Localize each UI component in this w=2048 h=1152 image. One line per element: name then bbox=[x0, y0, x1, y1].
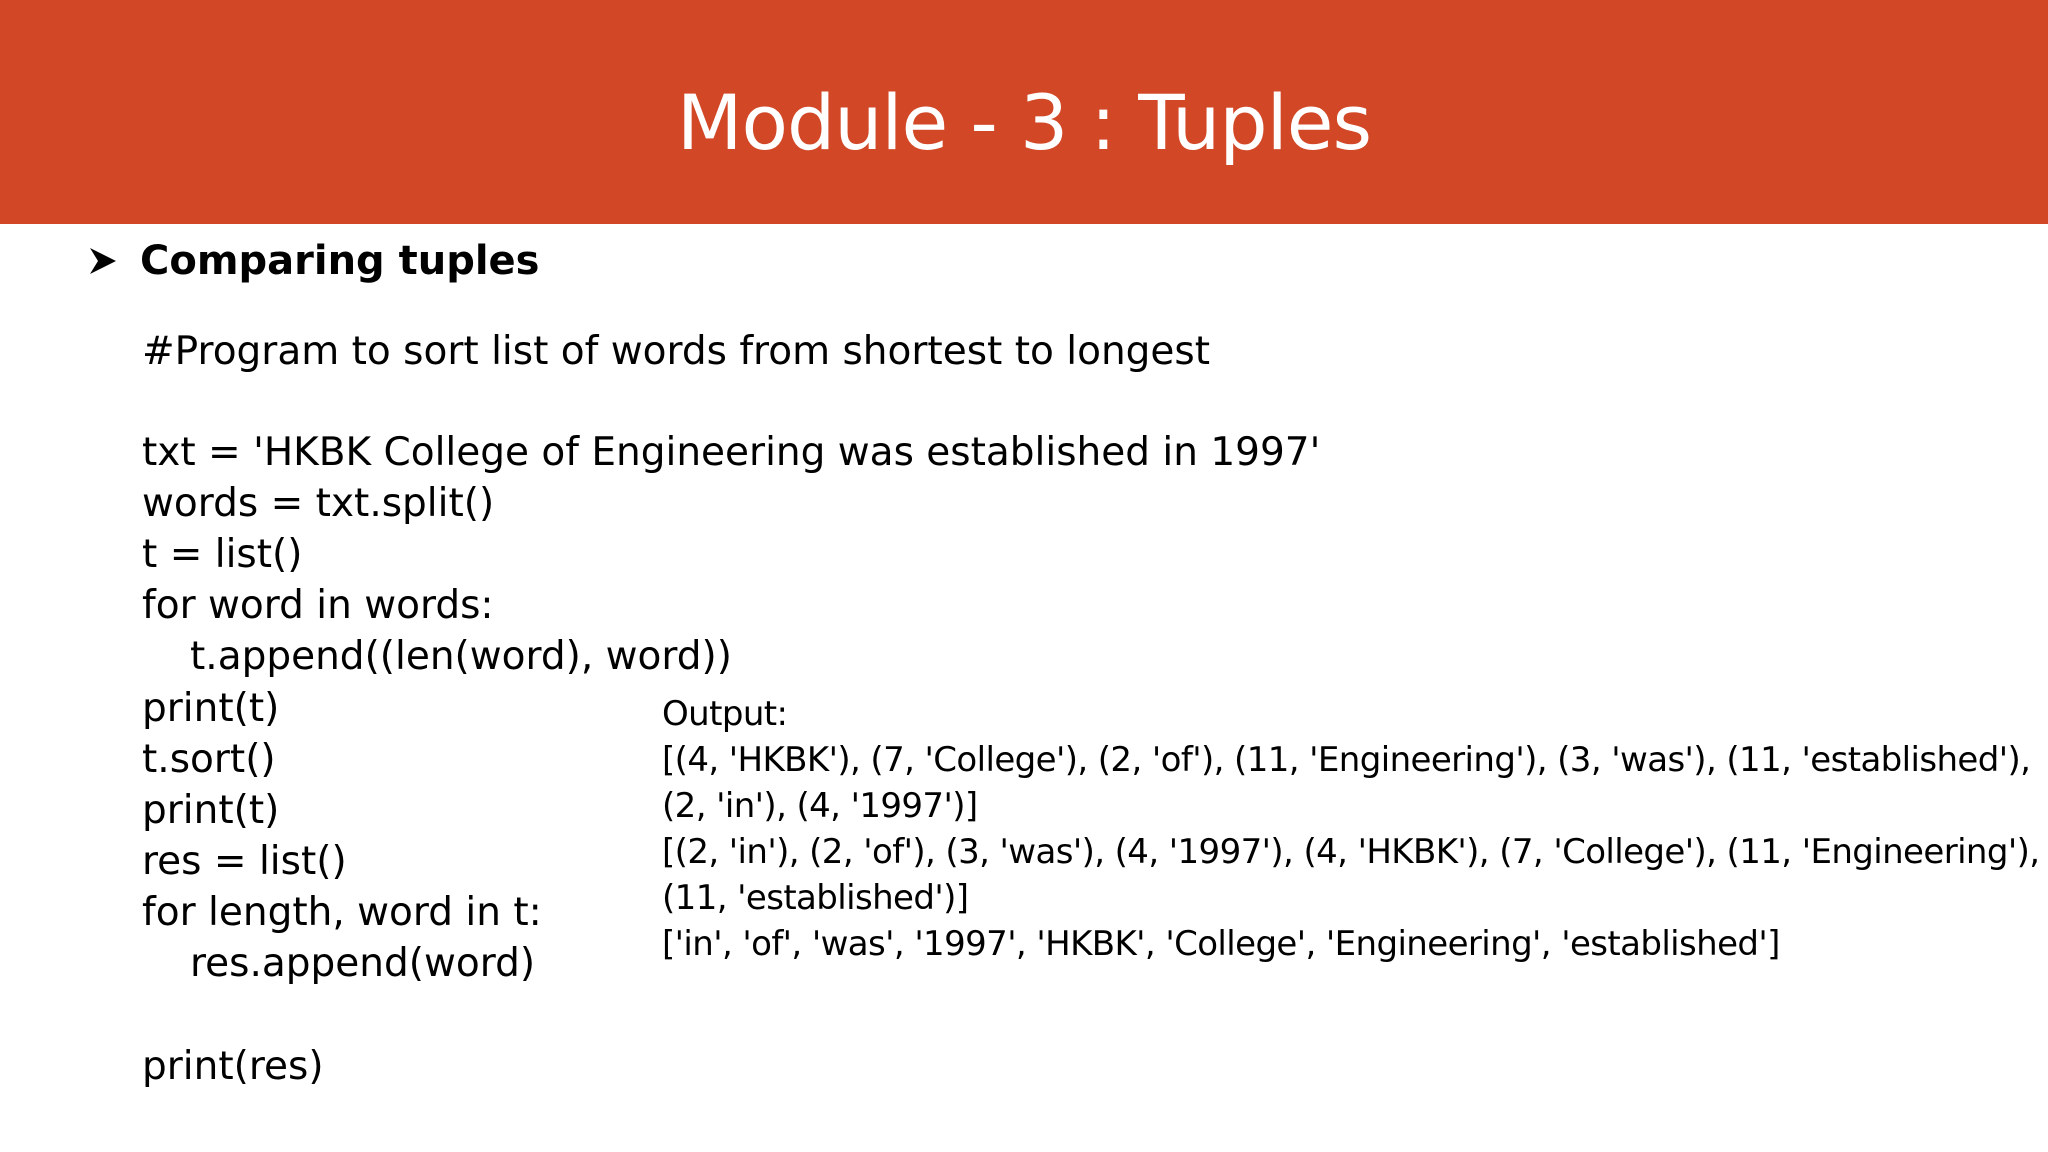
code-comment: #Program to sort list of words from shortest to longest bbox=[142, 329, 1211, 374]
output-line: ['in', 'of', 'was', '1997', 'HKBK', 'College', 'Engineering', 'established'] bbox=[662, 924, 1780, 964]
code-line: print(t) bbox=[142, 788, 280, 833]
output-label: Output: bbox=[662, 694, 788, 734]
code-line: t.sort() bbox=[142, 737, 276, 782]
output-line: (2, 'in'), (4, '1997')] bbox=[662, 786, 978, 826]
slide-title: Module - 3 : Tuples bbox=[676, 77, 1372, 167]
code-line: for word in words: bbox=[142, 583, 494, 628]
code-line: words = txt.split() bbox=[142, 481, 495, 526]
code-line: res = list() bbox=[142, 839, 347, 884]
bullet-heading: Comparing tuples bbox=[140, 238, 540, 284]
output-line: (11, 'established')] bbox=[662, 878, 969, 918]
code-line: res.append(word) bbox=[190, 941, 536, 986]
code-line: print(res) bbox=[142, 1044, 324, 1089]
code-line: print(t) bbox=[142, 686, 280, 731]
code-line: for length, word in t: bbox=[142, 890, 542, 935]
bullet-item bbox=[88, 232, 540, 290]
code-line: t.append((len(word), word)) bbox=[190, 634, 732, 679]
code-line: txt = 'HKBK College of Engineering was established in 1997' bbox=[142, 430, 1321, 475]
code-line: t = list() bbox=[142, 532, 303, 577]
output-line: [(4, 'HKBK'), (7, 'College'), (2, 'of'), (11, 'Engineering'), (3, 'was'), (11, 'established'), bbox=[662, 740, 2031, 780]
output-line: [(2, 'in'), (2, 'of'), (3, 'was'), (4, '1997'), (4, 'HKBK'), (7, 'College'), (11, 'Engineering'), bbox=[662, 832, 2040, 872]
arrowhead-bullet-icon bbox=[88, 246, 118, 276]
